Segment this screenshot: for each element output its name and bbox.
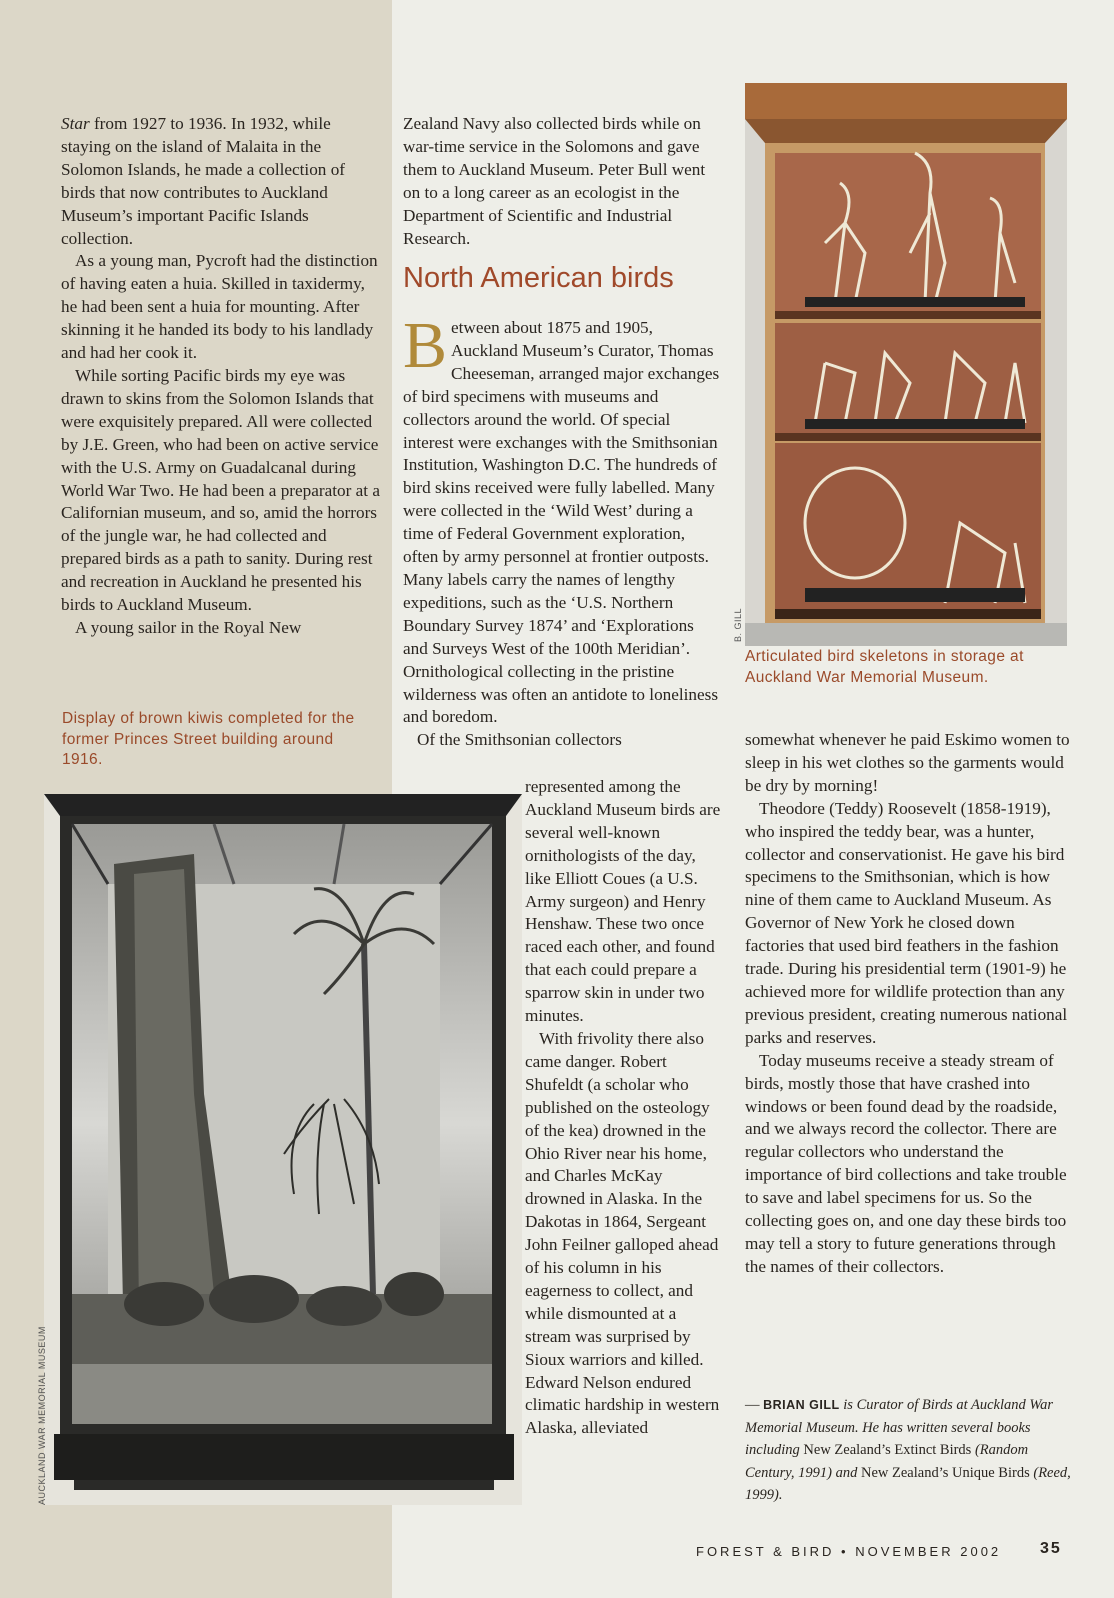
paragraph: Zealand Navy also collected birds while on war-time service in the Solomons and gave them to Auckland Museum. Peter Bull went on to a long career as an ecologist in the Department of Scientific and Industrial Research. [403, 114, 706, 248]
paragraph: While sorting Pacific birds my eye was drawn to skins from the Solomon Islands that were exquisitely prepared. All were collected by J.E. Green, who had been on active service with the U.S. Army on Guadalcanal during World War Two. He had been a preparator at a Californian museum, and so, amid the horrors of the jungle war, he had collected and prepared birds as a path to sanity. During rest and recreation in Auckland he presented his birds to Auckland Museum. [61, 365, 380, 615]
bird-skeletons-photo [745, 83, 1067, 646]
column-2 [403, 113, 721, 250]
paragraph: Between about 1875 and 1905, Auckland Museum’s Curator, Thomas Cheeseman, arranged major exchanges of bird specimens with museums and collectors around the world. Of special interest were exchanges with the Smithsonian Institution, Washington D.C. The hundreds of bird skins received were fully labelled. Many were collected in the ‘Wild West’ during a time of Federal Government exploration, often by army personnel at frontier outposts. Many labels carry the names of lengthy expeditions, such as the ‘U.S. Northern Boundary Survey 1874’ and ‘Explorations and Surveys West of the 100th Meridian’. Ornithological collecting in the pristine wilderness was often an antidote to loneliness and boredom. [403, 309, 720, 727]
paragraph: Star from 1927 to 1936. In 1932, while staying on the island of Malaita in the Solomon Islands, he made a collection of birds that now contributes to Auckland Museum’s important Pacific Islands collection. [61, 114, 346, 248]
column-2-narrow [525, 776, 725, 1440]
paragraph: As a young man, Pycroft had the distinction of having eaten a huia. Skilled in taxidermy, he had been sent a huia for mounting. After skinning it he handed its body to his landlady and had her cook it. [61, 251, 378, 363]
kiwi-display-caption: Display of brown kiwis completed for the former Princes Street building around 1916. [62, 710, 355, 768]
column-3 [745, 729, 1070, 1279]
section-heading: North American birds [403, 262, 674, 294]
paragraph: Theodore (Teddy) Roosevelt (1858-1919), who inspired the teddy bear, was a hunter, collector and conservationist. He gave his bird specimens to the Smithsonian, which is how nine of them came to Auckland Museum. As Governor of New York he closed down factories that used bird feathers in the fashion trade. During his presidential term (1901-9) he achieved more for wildlife protection than any previous president, creating numerous national parks and reserves. [745, 798, 1068, 1047]
author-name: BRIAN GILL [763, 1398, 840, 1412]
page-number: 35 [1040, 1540, 1062, 1557]
paragraph: represented among the Auckland Museum birds are several well-known ornithologists of the day, like Elliott Coues (a U.S. Army surgeon) and Henry Henshaw. These two once raced each other, and found that each could prepare a sparrow skin in under two minutes. [525, 777, 721, 1026]
paragraph: Today museums receive a steady stream of birds, mostly those that have crashed into windows or been found dead by the roadside, and we always record the collector. There are regular collectors who understand the importance of bird collections and take trouble to save and label specimens for us. So the collecting goes on, and one day these birds too may tell a story to future generations through the names of their collectors. [745, 1050, 1067, 1276]
paragraph: somewhat whenever he paid Eskimo women to sleep in his wet clothes so the garments would be dry by morning! [745, 730, 1070, 795]
column-1 [61, 113, 381, 640]
running-footer: FOREST & BIRD • NOVEMBER 2002 [696, 1544, 1002, 1559]
kiwi-photo-credit: AUCKLAND WAR MEMORIAL MUSEUM [37, 1326, 47, 1505]
paragraph: With frivolity there also came danger. Robert Shufeldt (a scholar who published on the osteology of the kea) drowned in the Ohio River near his home, and Charles McKay drowned in Alaska. In the Dakotas in 1864, Sergeant John Feilner galloped ahead of his column in his eagerness to collect, and while dismounted at a stream was surprised by Sioux warriors and killed. Edward Nelson endured climatic hardship in western Alaska, alleviated [525, 1028, 720, 1438]
column-2-continued [403, 309, 721, 752]
skeleton-photo-caption: Articulated bird skeletons in storage at Auckland War Memorial Museum. [745, 648, 1024, 686]
skeleton-photo-credit: B. GILL [733, 607, 743, 642]
drop-cap: B [403, 309, 448, 382]
author-bio: — BRIAN GILL is Curator of Birds at Auckland War Memorial Museum. He has written several books including New Zealand’s Extinct Birds (Random Century, 1991) and New Zealand’s Unique Birds (Reed, 1999). [745, 1397, 1071, 1503]
paragraph: A young sailor in the Royal New [75, 617, 302, 637]
paragraph: Of the Smithsonian collectors [417, 730, 622, 750]
kiwi-display-photo [44, 794, 522, 1505]
